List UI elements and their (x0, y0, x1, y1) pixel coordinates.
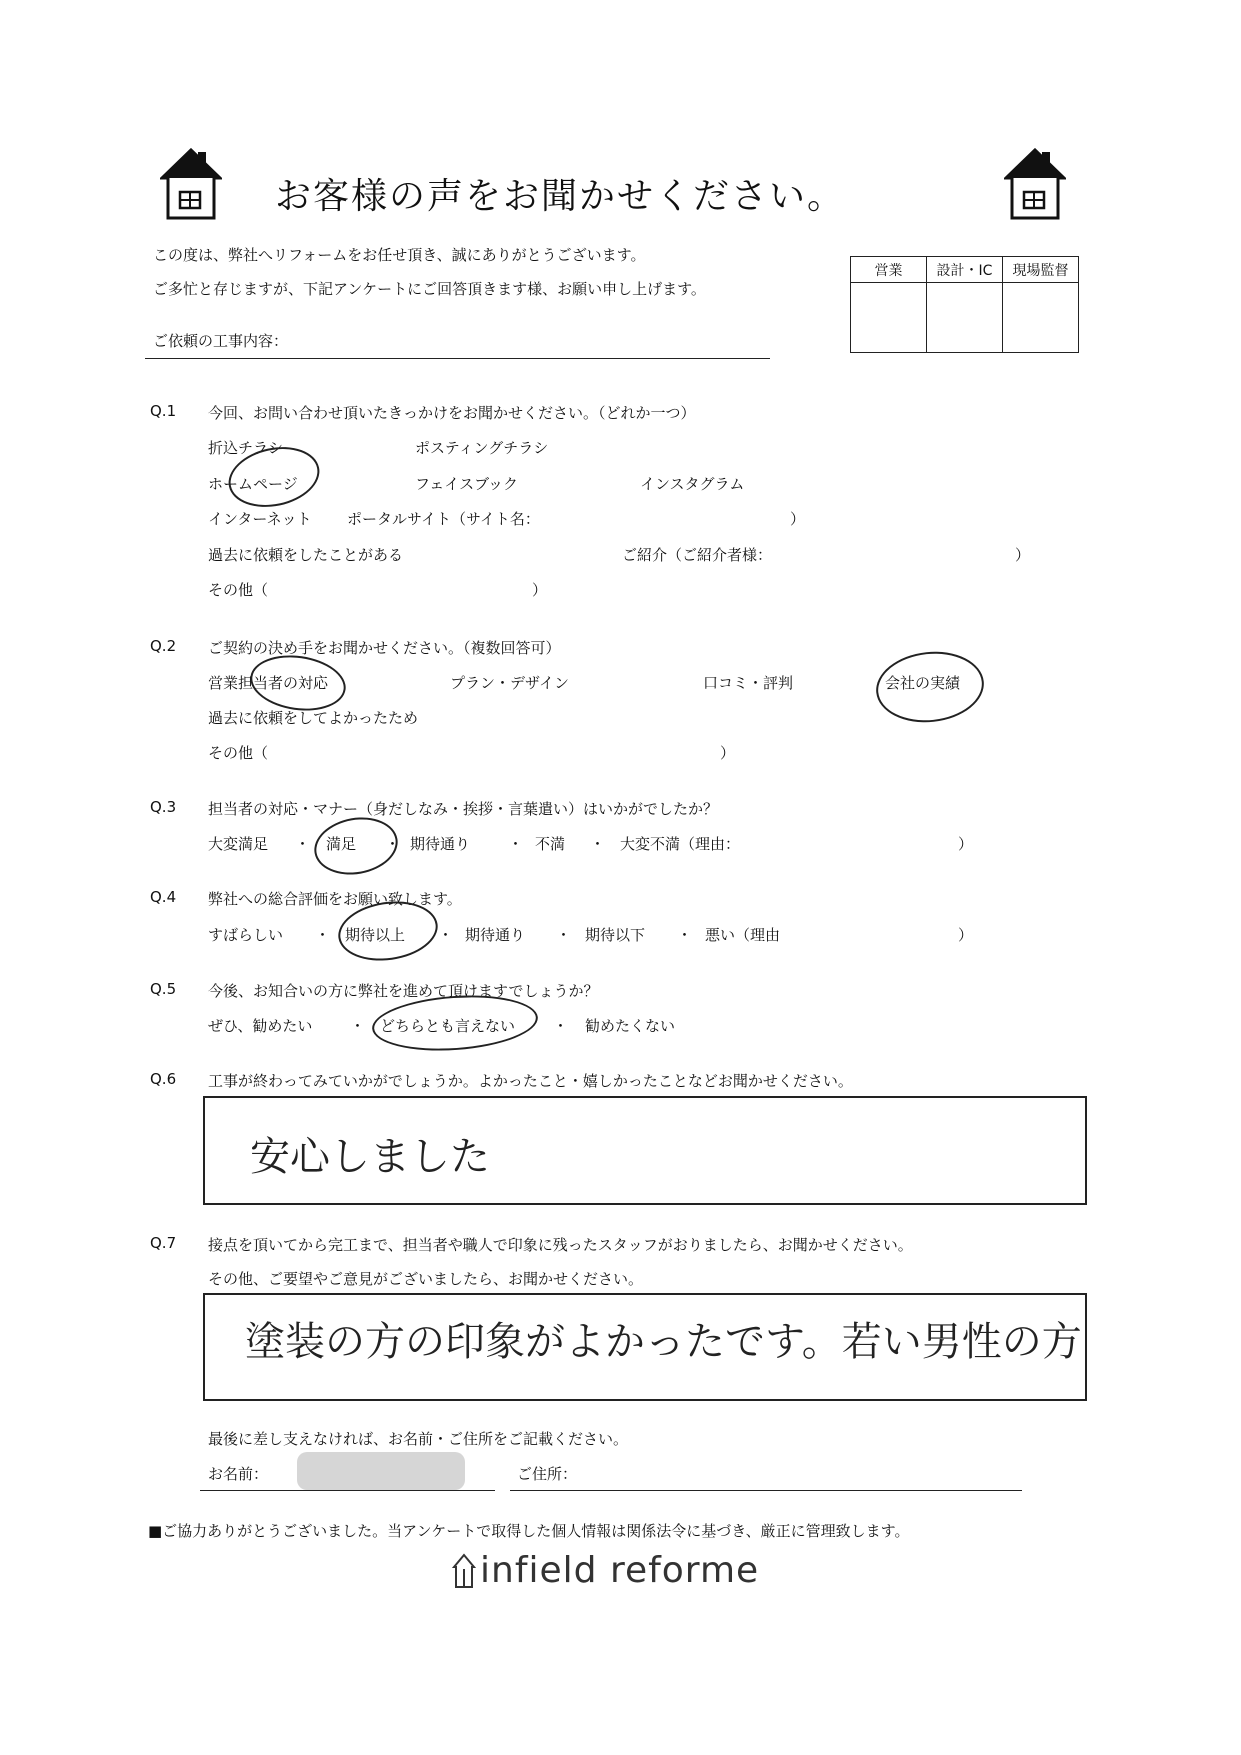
q1-number: Q.1 (150, 402, 177, 420)
q5-opt-4: 勧めたくない (585, 1017, 676, 1035)
q4-sep: ・ (438, 926, 454, 944)
q6-text: 工事が終わってみていかがでしょうか。よかったこと・嬉しかったことなどお聞かせください。 (208, 1072, 853, 1090)
q5-sep: ・ (553, 1017, 569, 1035)
q3-number: Q.3 (150, 798, 177, 816)
q1-opt-facebook: フェイスブック (415, 475, 519, 493)
q5-sep: ・ (350, 1017, 366, 1035)
q2-number: Q.2 (150, 637, 177, 655)
q3-opt-2: 満足 (326, 835, 357, 853)
q2-opt-plan: プラン・デザイン (450, 674, 569, 692)
address-label: ご住所： (517, 1465, 578, 1483)
q2-answer-circle-jisseki (873, 647, 988, 728)
q6-answer-text: 安心しました (250, 1134, 490, 1180)
staff-col-sales: 営業 (851, 257, 927, 283)
q2-opt-staff: 営業担当者の対応 (208, 674, 329, 692)
q4-sep: ・ (315, 926, 331, 944)
name-label: お名前： (208, 1465, 269, 1483)
q1-opt-internet: インターネット (208, 510, 312, 528)
q4-opt-4: 期待通り (465, 926, 526, 944)
closing-prompt: 最後に差し支えなければ、お名前・ご住所をご記載ください。 (208, 1430, 629, 1448)
q1-opt-instagram: インスタグラム (640, 475, 745, 493)
q7-number: Q.7 (150, 1234, 177, 1252)
staff-stamp-sales (851, 283, 927, 353)
q1-opt-shokai-close: ） (1015, 546, 1031, 564)
staff-stamp-design (927, 283, 1003, 353)
q4-sep: ・ (556, 926, 572, 944)
q1-opt-other-close: ） (532, 581, 548, 599)
q3-opt-8: 大変不満（理由： (620, 835, 741, 853)
intro-line-1: この度は、弊社へリフォームをお任せ頂き、誠にありがとうございます。 (153, 246, 646, 264)
work-underline (145, 358, 770, 359)
q3-close: ） (958, 835, 974, 853)
q1-opt-past: 過去に依頼をしたことがある (208, 546, 404, 564)
brand-logo-icon (452, 1553, 476, 1589)
q3-opt-0: 大変満足 (208, 835, 269, 853)
q4-text: 弊社への総合評価をお願い致します。 (208, 890, 462, 908)
address-underline (510, 1490, 1022, 1491)
q4-number: Q.4 (150, 888, 177, 906)
intro-line-2: ご多忙と存じますが、下記アンケートにご回答頂きます様、お願い申し上げます。 (153, 280, 706, 298)
q4-close: ） (958, 926, 974, 944)
q1-opt-portal-close: ） (790, 510, 806, 528)
q4-opt-0: すばらしい (208, 926, 284, 944)
q5-number: Q.5 (150, 980, 177, 998)
q1-opt-posting: ポスティングチラシ (415, 439, 549, 457)
q4-opt-6: 期待以下 (585, 926, 646, 944)
house-icon (1004, 148, 1066, 220)
staff-col-design: 設計・IC (927, 257, 1003, 283)
staff-col-site: 現場監督 (1003, 257, 1079, 283)
q3-opt-4: 期待通り (410, 835, 471, 853)
q4-opt-2: 期待以上 (345, 926, 406, 944)
q1-opt-orikomi: 折込チラシ (208, 439, 284, 457)
q3-sep: ・ (295, 835, 311, 853)
q3-sep: ・ (590, 835, 606, 853)
q3-text: 担当者の対応・マナー（身だしなみ・挨拶・言葉遣い）はいかがでしたか？ (208, 800, 719, 818)
house-icon (160, 148, 222, 220)
q1-opt-shokai: ご紹介（ご紹介者様： (622, 546, 773, 564)
q3-sep: ・ (508, 835, 524, 853)
brand-logo-text: infield reforme (480, 1550, 760, 1591)
q7-answer-text: 塗装の方の印象がよかったです。若い男性の方 (245, 1319, 1082, 1365)
q1-text: 今回、お問い合わせ頂いたきっかけをお聞かせください。（どれか一つ） (208, 404, 696, 422)
q2-opt-past: 過去に依頼をしてよかったため (208, 709, 419, 727)
work-label: ご依頼の工事内容： (153, 332, 289, 350)
q6-number: Q.6 (150, 1070, 177, 1088)
name-underline (200, 1490, 495, 1491)
q7-text-1: 接点を頂いてから完工まで、担当者や職人で印象に残ったスタッフがおりましたら、お聞かせください。 (208, 1236, 913, 1254)
privacy-notice: ■ご協力ありがとうございました。当アンケートで取得した個人情報は関係法令に基づき、厳正に管理致します。 (148, 1522, 910, 1540)
q5-opt-2: どちらとも言えない (380, 1017, 516, 1035)
q3-opt-6: 不満 (535, 835, 566, 853)
redacted-name (297, 1452, 465, 1490)
q1-opt-portal: ポータルサイト（サイト名： (347, 510, 540, 528)
q4-sep: ・ (677, 926, 693, 944)
staff-stamp-table (850, 256, 1079, 353)
page-title: お客様の声をお聞かせください。 (275, 176, 846, 217)
q3-sep: ・ (385, 835, 401, 853)
q2-opt-other: その他（ (208, 744, 269, 762)
q2-opt-jisseki: 会社の実績 (885, 674, 961, 692)
q7-text-2: その他、ご要望やご意見がございましたら、お聞かせください。 (208, 1270, 644, 1288)
q2-opt-other-close: ） (720, 744, 736, 762)
q2-opt-kuchikomi: 口コミ・評判 (703, 674, 794, 692)
q1-opt-other: その他（ (208, 581, 269, 599)
q4-opt-8: 悪い（理由 (705, 926, 781, 944)
q2-text: ご契約の決め手をお聞かせください。（複数回答可） (208, 639, 561, 657)
staff-stamp-site (1003, 283, 1079, 353)
q1-opt-homepage: ホームページ (208, 475, 298, 493)
q5-opt-0: ぜひ、勧めたい (208, 1017, 313, 1035)
q5-text: 今後、お知合いの方に弊社を進めて頂けますでしょうか？ (208, 982, 599, 1000)
q3-answer-circle (310, 811, 402, 881)
